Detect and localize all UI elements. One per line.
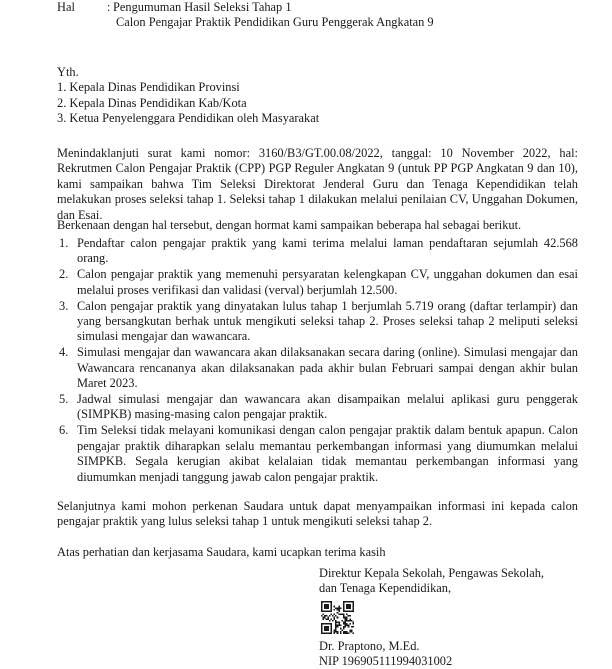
list-item-number: 2. — [59, 267, 69, 282]
list-item-text: Calon pengajar praktik yang dinyatakan lulus tahap 1 berjumlah 5.719 orang (daftar terlampir) dan yang bersangkutan berhak untuk mengikuti seleksi tahap 2. Proses seleksi tahap 2 meliputi seleksi simulasi mengajar dan wawancara. — [77, 298, 578, 344]
recipient-item: 1. Kepala Dinas Pendidikan Provinsi — [57, 80, 240, 95]
list-item-text: Simulasi mengajar dan wawancara akan dilaksanakan secara daring (online). Simulasi mengajar dan Wawancara rencananya akan dilaksanakan pada akhir bulan Februari sampai dengan akhir bulan Maret 2023. — [77, 345, 578, 391]
list-item — [57, 236, 578, 267]
list-item-number: 5. — [59, 392, 69, 407]
thanks-paragraph: Atas perhatian dan kerjasama Saudara, kami ucapkan terima kasih — [57, 545, 386, 559]
subject-colon: : — [107, 0, 111, 14]
recipient-item: 2. Kepala Dinas Pendidikan Kab/Kota — [57, 95, 247, 110]
recipient-item: 3. Ketua Penyelenggara Pendidikan oleh Masyarakat — [57, 111, 320, 126]
list-item — [57, 392, 578, 423]
list-item — [57, 299, 578, 345]
list-item — [57, 267, 578, 298]
follow-up-paragraph: Selanjutnya kami mohon perkenan Saudara untuk dapat menyampaikan informasi ini kepada calon pengajar praktik yang lulus seleksi tahap 1 untuk mengikuti seleksi tahap 2. — [57, 499, 578, 529]
signatory-position-line-2: dan Tenaga Kependidikan, — [319, 581, 452, 596]
signatory-position-line-1: Direktur Kepala Sekolah, Pengawas Sekolah, — [319, 566, 545, 580]
list-item-text: Tim Seleksi tidak melayani komunikasi dengan calon pengajar praktik dalam bentuk apapun. Calon pengajar praktik diharapkan selalu memantau perkembangan informasi yang diumumkan melalui SIMPKB. Segala kerugian akibat kelalaian tidak memantau perkembangan informasi yang diumumkan menjadi tanggung jawab calon pengajar praktik. — [77, 423, 578, 484]
list-item-text: Calon pengajar praktik yang memenuhi persyaratan kelengkapan CV, unggahan dokumen dan esai melalui proses verifikasi dan validasi (verval) berjumlah 12.500. — [77, 267, 578, 297]
list-item-text: Pendaftar calon pengajar praktik yang kami terima melalui laman pendaftaran sejumlah 42.568 orang. — [77, 236, 578, 266]
signatory-nip: NIP 196905111994031002 — [319, 654, 453, 668]
signature-block — [319, 566, 599, 668]
subject-line-1: Pengumuman Hasil Seleksi Tahap 1 — [113, 0, 292, 14]
list-item-number: 4. — [59, 345, 69, 360]
list-item-text: Jadwal simulasi mengajar dan wawancara akan disampaikan melalui aplikasi guru penggerak (SIMPKB) masing-masing calon pengajar praktik. — [77, 392, 578, 422]
list-item-number: 3. — [59, 298, 69, 313]
subject-label: Hal — [57, 0, 75, 14]
list-item — [57, 423, 578, 485]
qr-code-icon — [321, 601, 354, 634]
list-item-number: 6. — [59, 423, 69, 438]
subject-line-2: Calon Pengajar Praktik Pendidikan Guru Penggerak Angkatan 9 — [116, 15, 434, 29]
points-list — [57, 236, 578, 486]
signatory-name: Dr. Praptono, M.Ed. — [319, 639, 420, 653]
recipients-block — [57, 65, 577, 127]
list-item — [57, 345, 578, 391]
intro-paragraph: Menindaklanjuti surat kami nomor: 3160/B3/GT.00.08/2022, tanggal: 10 November 2022, hal: Rekrutmen Calon Pengajar Praktik (CPP) PGP Reguler Angkatan 9 (untuk PP PGP Angkatan 9 dan 10), kami sampaikan bahwa Tim Seleksi Direktorat Jenderal Guru dan Tenaga Kependidikan telah melakukan proses seleksi tahap 1. Seleksi tahap 1 dilakukan melalui penilaian CV, Unggahan Dokumen, dan Esai. — [57, 146, 578, 222]
salutation: Yth. — [57, 65, 79, 79]
lead-paragraph: Berkenaan dengan hal tersebut, dengan hormat kami sampaikan beberapa hal sebagai berikut. — [57, 218, 522, 232]
list-item-number: 1. — [59, 236, 69, 250]
